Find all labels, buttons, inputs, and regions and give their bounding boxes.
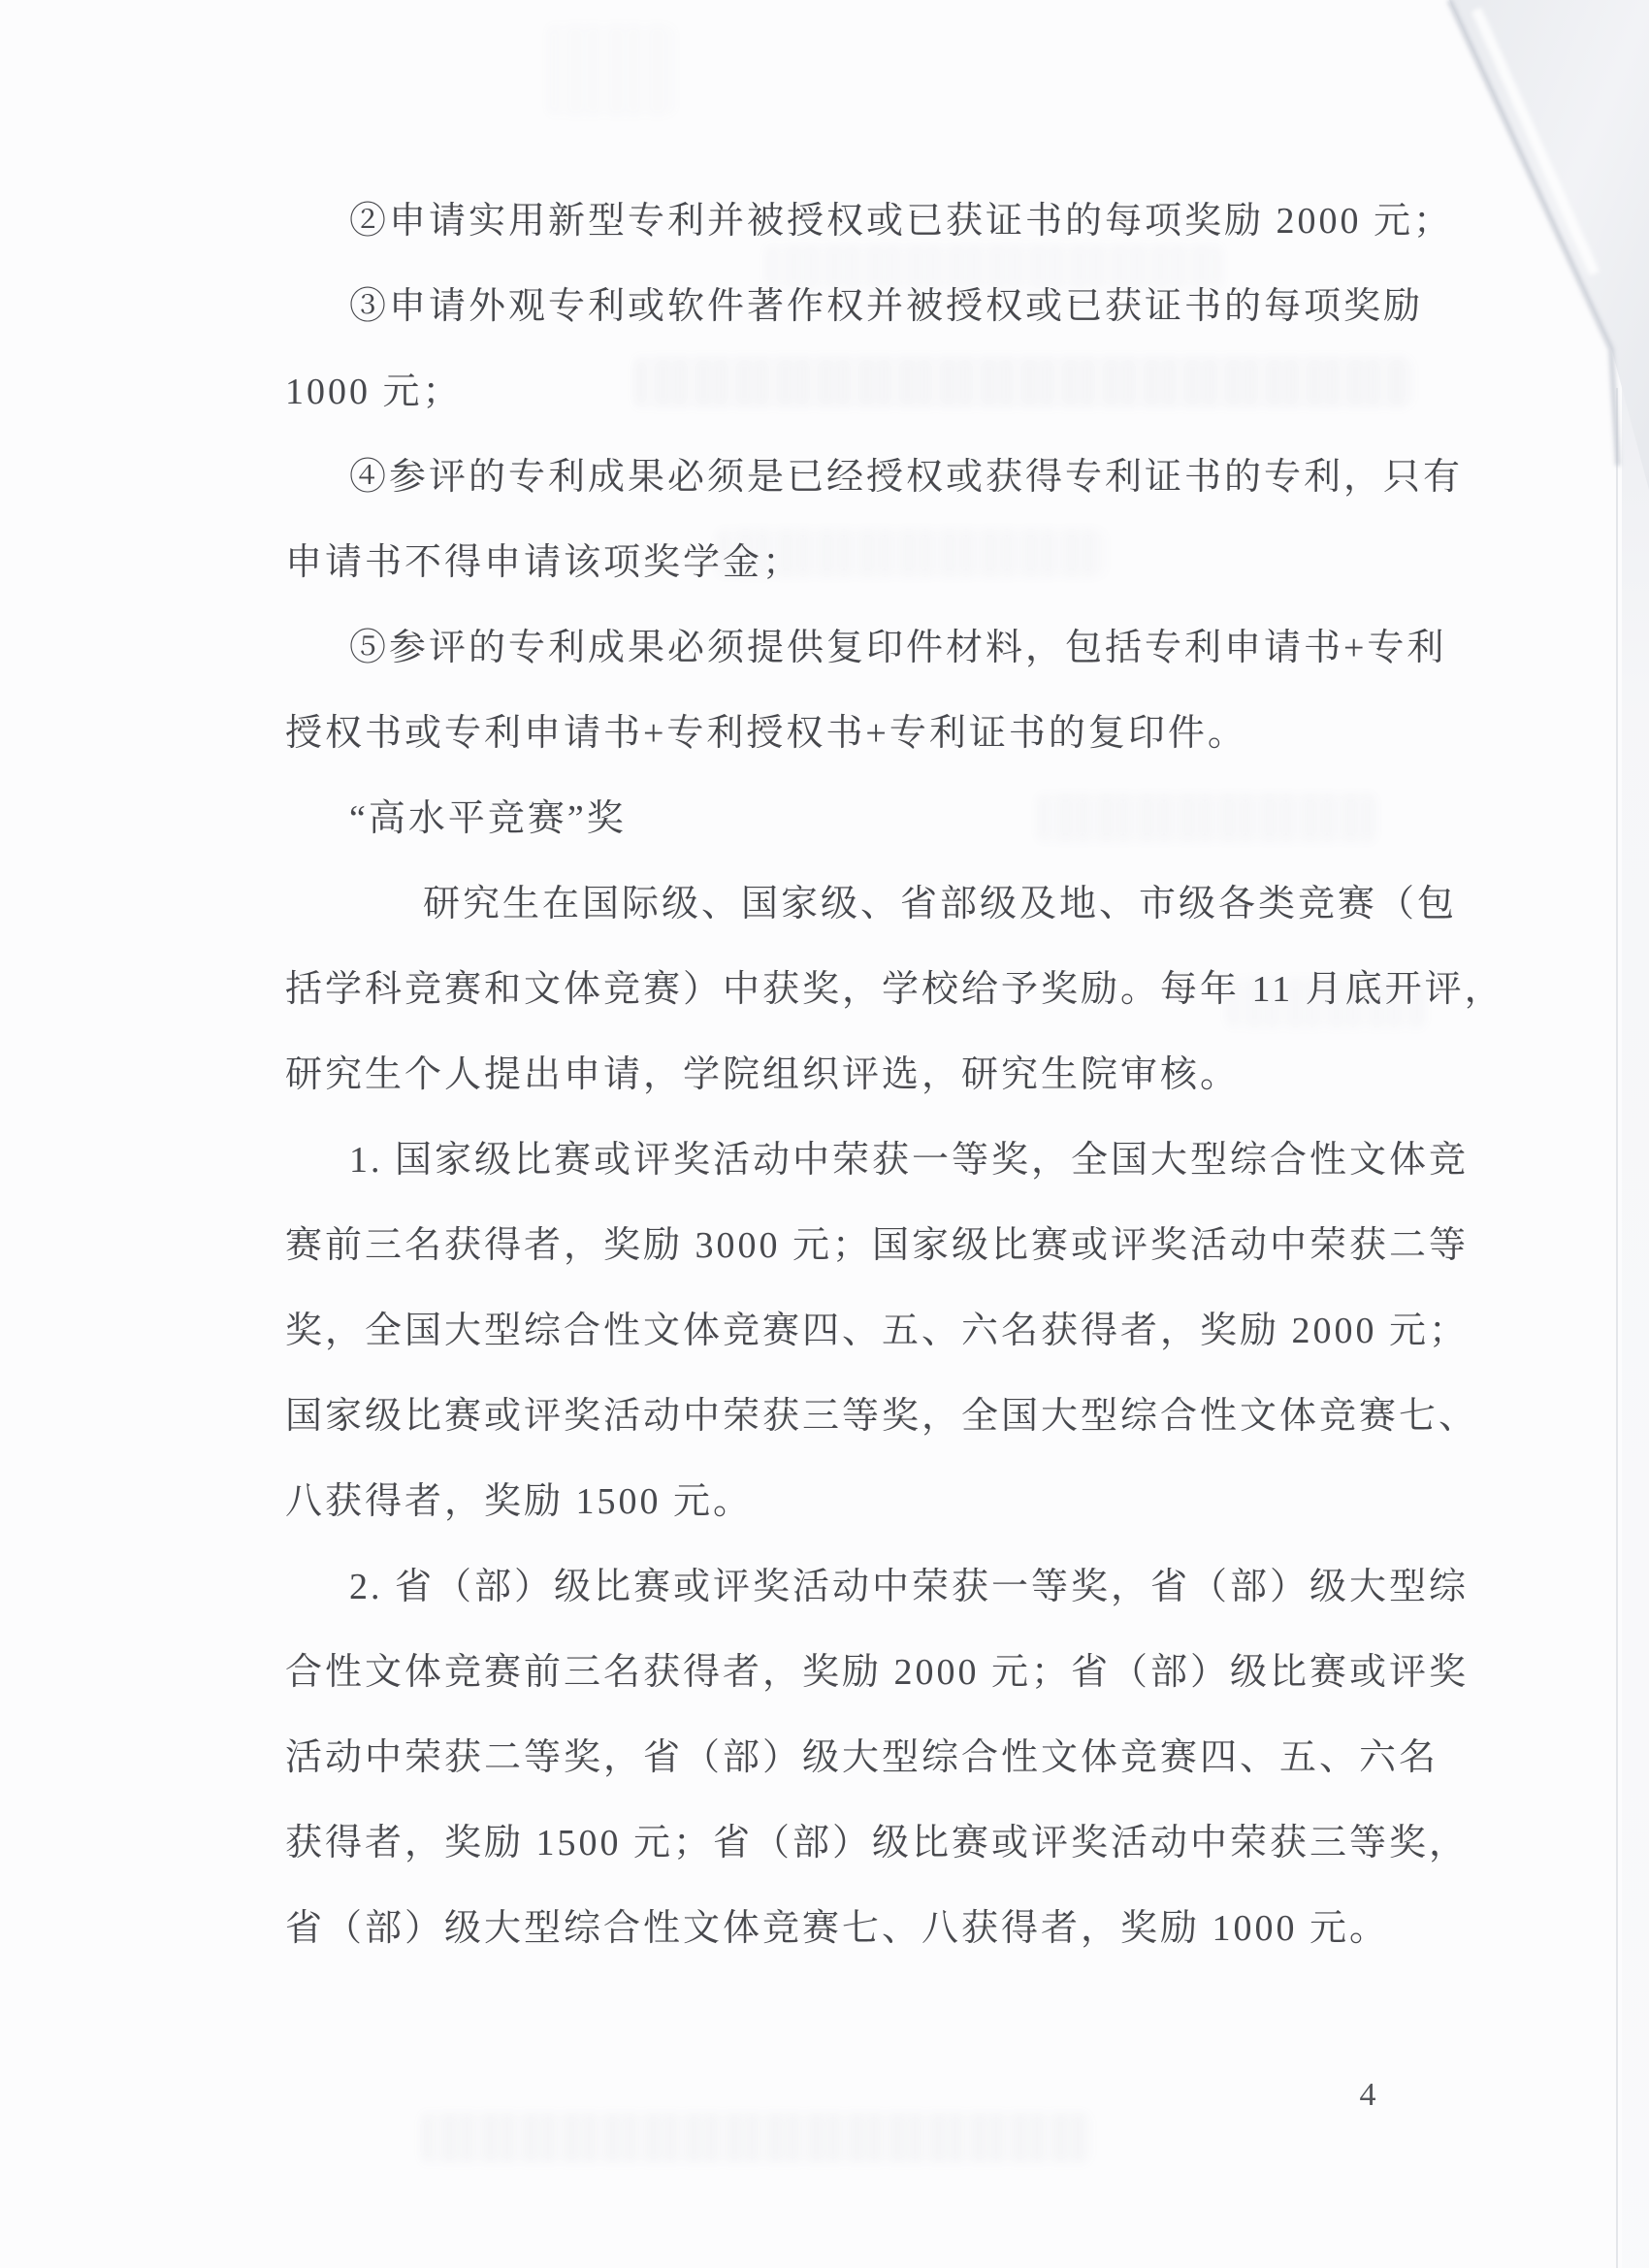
text-line-competition-intro-2: 括学科竞赛和文体竞赛）中获奖，学校给予奖励。每年 11 月底开评， bbox=[285, 969, 1504, 1010]
text-line-patent-design-cont: 1000 元； bbox=[285, 372, 463, 412]
text-line-provincial-3: 活动中荣获二等奖，省（部）级大型综合性文体竞赛四、五、六名 bbox=[285, 1737, 1439, 1778]
text-line-competition-intro: 研究生在国际级、国家级、省部级及地、市级各类竞赛（包 bbox=[423, 884, 1458, 924]
text-line-national-4: 国家级比赛或评奖活动中荣获三等奖，全国大型综合性文体竞赛七、 bbox=[285, 1396, 1479, 1437]
text-line-national-3: 奖，全国大型综合性文体竞赛四、五、六名获得者，奖励 2000 元； bbox=[285, 1311, 1470, 1351]
page-number: 4 bbox=[1359, 2077, 1376, 2113]
text-line-patent-rule4: ④参评的专利成果必须是已经授权或获得专利证书的专利，只有 bbox=[349, 457, 1464, 498]
text-line-provincial-5: 省（部）级大型综合性文体竞赛七、八获得者，奖励 1000 元。 bbox=[285, 1908, 1390, 1949]
scan-edge-line bbox=[1616, 388, 1618, 2268]
text-line-provincial-2: 合性文体竞赛前三名获得者，奖励 2000 元；省（部）级比赛或评奖 bbox=[285, 1652, 1470, 1693]
text-line-national-2: 赛前三名获得者，奖励 3000 元；国家级比赛或评奖活动中荣获二等 bbox=[285, 1225, 1470, 1266]
text-line-provincial-4: 获得者，奖励 1500 元；省（部）级比赛或评奖活动中荣获三等奖， bbox=[285, 1823, 1470, 1863]
text-line-national-1: 1. 国家级比赛或评奖活动中荣获一等奖，全国大型综合性文体竞 bbox=[349, 1140, 1470, 1181]
text-line-patent-utility: ②申请实用新型专利并被授权或已获证书的每项奖励 2000 元； bbox=[349, 201, 1454, 242]
text-line-national-5: 八获得者，奖励 1500 元。 bbox=[285, 1481, 754, 1522]
text-line-patent-rule5-cont: 授权书或专利申请书+专利授权书+专利证书的复印件。 bbox=[285, 713, 1247, 754]
text-line-provincial-1: 2. 省（部）级比赛或评奖活动中荣获一等奖，省（部）级大型综 bbox=[349, 1567, 1470, 1607]
text-line-patent-rule5: ⑤参评的专利成果必须提供复印件材料，包括专利申请书+专利 bbox=[349, 628, 1447, 668]
text-line-competition-intro-3: 研究生个人提出申请，学院组织评选，研究生院审核。 bbox=[285, 1054, 1241, 1095]
document-text bbox=[285, 178, 1504, 1971]
bleed-through-artifact bbox=[548, 24, 674, 116]
text-line-patent-design: ③申请外观专利或软件著作权并被授权或已获证书的每项奖励 bbox=[349, 286, 1424, 327]
bleed-through-artifact bbox=[422, 2113, 1091, 2163]
fold-backing-triangle bbox=[1449, 0, 1649, 490]
text-line-patent-rule4-cont: 申请书不得申请该项奖学金； bbox=[285, 542, 803, 583]
section-heading-competition: “高水平竞赛”奖 bbox=[349, 798, 627, 839]
